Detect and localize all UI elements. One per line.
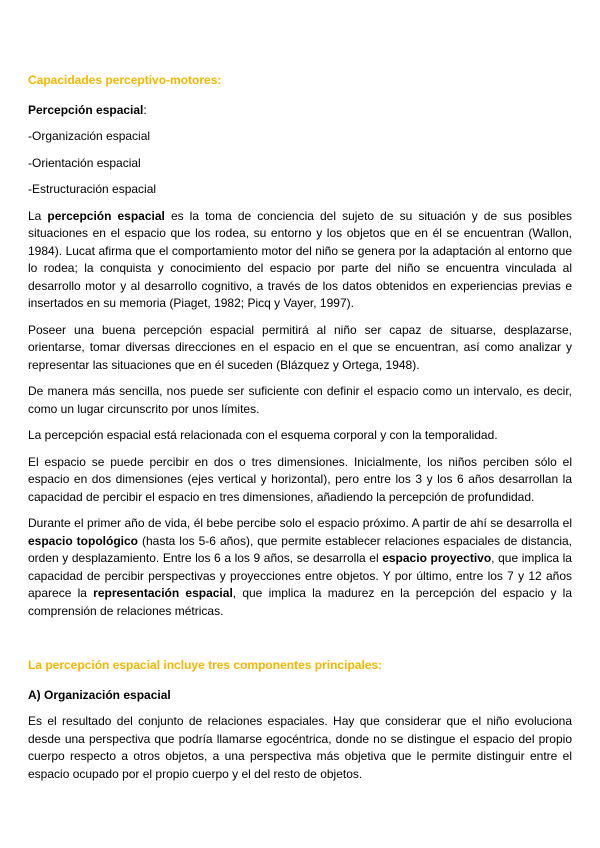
paragraph-primer-ano — [28, 515, 572, 620]
document-page — [28, 66, 572, 792]
bold-term: representación espacial — [93, 586, 233, 600]
text-run: es la toma de conciencia del sujeto de su situación y de sus posibles situaciones en el espacio que los rodea, su entorno y los objetos que en él se encuentran (Wallon, 1984). Lucat afirma que el comportamiento motor del niño se genera por la adaptación al entorno que lo rodea; la conquista y conocimiento del espacio por parte del niño se encuentra vinculada al desarrollo motor y al desarrollo cognitivo, a través de los datos obtenidos en experiencias previas e insertados en su memoria (Piaget, 1982; Picq y Vayer, 1997). — [28, 208, 572, 310]
paragraph-manera-sencilla: De manera más sencilla, nos puede ser suficiente con definir el espacio como un intervalo, es decir, como un lugar circunscrito por unos límites. — [28, 384, 572, 416]
paragraph-definicion — [28, 208, 572, 313]
subtitle-rest: : — [143, 102, 147, 117]
list-item-orientacion: -Orientación espacial — [28, 155, 141, 170]
paragraph-poseer: Poseer una buena percepción espacial permitirá al niño ser capaz de situarse, desplazarse, orientarse, tomar diversas direcciones en el espacio en el que se encuentran, así como analizar y representar las situaciones que en él suceden (Blázquez y Ortega, 1948). — [28, 322, 572, 372]
bold-term: percepción espacial — [47, 208, 165, 223]
paragraph-relacionada: La percepción espacial está relacionada con el esquema corporal y con la temporalidad. — [28, 428, 498, 442]
paragraph-dimensiones: El espacio se puede percibir en dos o tres dimensiones. Inicialmente, los niños perciben sólo el espacio en dos dimensiones (ejes vertical y horizontal), pero entre los 3 y los 6 años desarrollan la capacidad de percibir el espacio en tres dimensiones, añadiendo la percepción de profundidad. — [28, 454, 572, 504]
subheading-organizacion-espacial: A) Organización espacial — [28, 687, 171, 702]
text-run: , que implica la madurez en la percepción del espacio y la comprensión de relaciones métricas. — [28, 586, 573, 618]
list-item-organizacion: -Organización espacial — [28, 129, 151, 143]
spacer — [28, 629, 572, 651]
subtitle-bold: Percepción espacial — [28, 102, 144, 117]
bold-term: espacio proyectivo — [382, 551, 492, 565]
subtitle-percepcion-espacial — [28, 102, 572, 120]
section-heading-capacidades: Capacidades perceptivo-motores: — [28, 73, 222, 87]
bold-term: espacio topológico — [28, 533, 138, 548]
text-run: , que implica la capacidad de percibir perspectivas y proyecciones entre objetos. Y por último, entre los 7 y 12 años aparece la — [28, 551, 572, 600]
paragraph-resultado: Es el resultado del conjunto de relaciones espaciales. Hay que considerar que el niño evoluciona desde una perspectiva que podría llamarse egocéntrica, donde no se distingue el espacio del propio cuerpo respecto a otros objetos, a una perspectiva más objetiva que le permite distinguir entre el espacio ocupado por el propio cuerpo y el del resto de objetos. — [28, 714, 572, 781]
text-run: (hasta los 5-6 años), que permite establecer relaciones espaciales de distancia, orden y desplazamiento. Entre los 6 a los 9 años, se desarrolla el — [28, 533, 573, 565]
section-heading-componentes: La percepción espacial incluye tres componentes principales: — [28, 658, 383, 672]
text-run: Durante el primer año de vida, él bebe percibe solo el espacio próximo. A partir de ahí se desarrolla el — [28, 516, 572, 530]
list-item-estructuracion: -Estructuración espacial — [28, 182, 157, 196]
text-run: La — [28, 208, 48, 223]
